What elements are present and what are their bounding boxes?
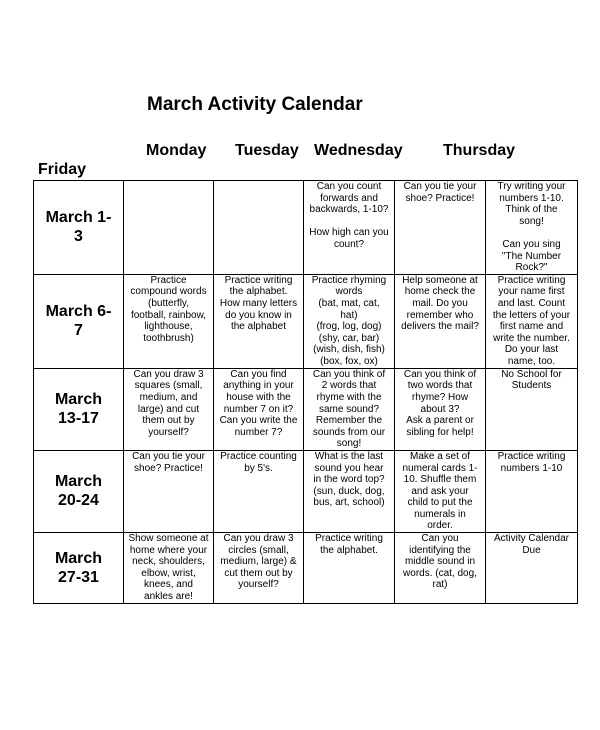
week-row: [34, 274, 578, 368]
week-label: March 13-17: [34, 368, 124, 450]
calendar-cell-friday: Practice writing numbers 1-10: [486, 450, 578, 532]
week-row: [34, 450, 578, 532]
week-label: March 6- 7: [34, 274, 124, 368]
day-header-wednesday: Wednesday: [314, 142, 403, 159]
calendar-cell-wednesday: What is the last sound you hear in the word top? (sun, duck, dog, bus, art, school): [304, 450, 395, 532]
calendar-cell-monday: Can you tie your shoe? Practice!: [124, 450, 214, 532]
week-row: [34, 533, 578, 604]
calendar-cell-thursday: Make a set of numeral cards 1- 10. Shuffle them and ask your child to put the numerals in order.: [395, 450, 486, 532]
week-row: [34, 368, 578, 450]
calendar-cell-friday: Practice writing your name first and last. Count the letters of your first name and write the number. Do your last name, too.: [486, 274, 578, 368]
calendar-cell-wednesday: Can you count forwards and backwards, 1-10? How high can you count?: [304, 181, 395, 275]
calendar-cell-wednesday: Practice writing the alphabet.: [304, 533, 395, 604]
day-header-monday: Monday: [146, 142, 207, 159]
calendar-cell-thursday: Can you think of two words that rhyme? How about 3? Ask a parent or sibling for help!: [395, 368, 486, 450]
calendar-cell-tuesday: Can you find anything in your house with the number 7 on it? Can you write the number 7?: [214, 368, 304, 450]
calendar-cell-friday: No School for Students: [486, 368, 578, 450]
day-header-tuesday: Tuesday: [235, 142, 299, 159]
calendar-cell-thursday: Help someone at home check the mail. Do you remember who delivers the mail?: [395, 274, 486, 368]
week-label: March 1- 3: [34, 181, 124, 275]
week-row: [34, 181, 578, 275]
calendar-cell-friday: Try writing your numbers 1-10. Think of the song! Can you sing "The Number Rock?": [486, 181, 578, 275]
calendar-cell-monday: Can you draw 3 squares (small, medium, and large) and cut them out by yourself?: [124, 368, 214, 450]
calendar-cell-wednesday: Can you think of 2 words that rhyme with the same sound? Remember the sounds from our song!: [304, 368, 395, 450]
day-header-thursday: Thursday: [443, 142, 516, 159]
calendar-cell-friday: Activity Calendar Due: [486, 533, 578, 604]
calendar-cell-thursday: Can you tie your shoe? Practice!: [395, 181, 486, 275]
calendar-cell-thursday: Can you identifying the middle sound in words. (cat, dog, rat): [395, 533, 486, 604]
calendar-cell-tuesday: Practice counting by 5's.: [214, 450, 304, 532]
calendar-cell-monday: [124, 181, 214, 275]
calendar-table: [33, 180, 578, 604]
day-header-friday: Friday: [38, 161, 87, 178]
calendar-cell-tuesday: Practice writing the alphabet. How many letters do you know in the alphabet: [214, 274, 304, 368]
calendar-cell-tuesday: Can you draw 3 circles (small, medium, large) & cut them out by yourself?: [214, 533, 304, 604]
calendar-cell-monday: Practice compound words (butterfly, football, rainbow, lighthouse, toothbrush): [124, 274, 214, 368]
week-label: March 20-24: [34, 450, 124, 532]
calendar-cell-wednesday: Practice rhyming words (bat, mat, cat, hat) (frog, log, dog) (shy, car, bar) (wish, dish, fish) (box, fox, ox): [304, 274, 395, 368]
calendar-cell-tuesday: [214, 181, 304, 275]
calendar-cell-monday: Show someone at home where your neck, shoulders, elbow, wrist, knees, and ankles are!: [124, 533, 214, 604]
page-title: March Activity Calendar: [147, 94, 363, 115]
week-label: March 27-31: [34, 533, 124, 604]
